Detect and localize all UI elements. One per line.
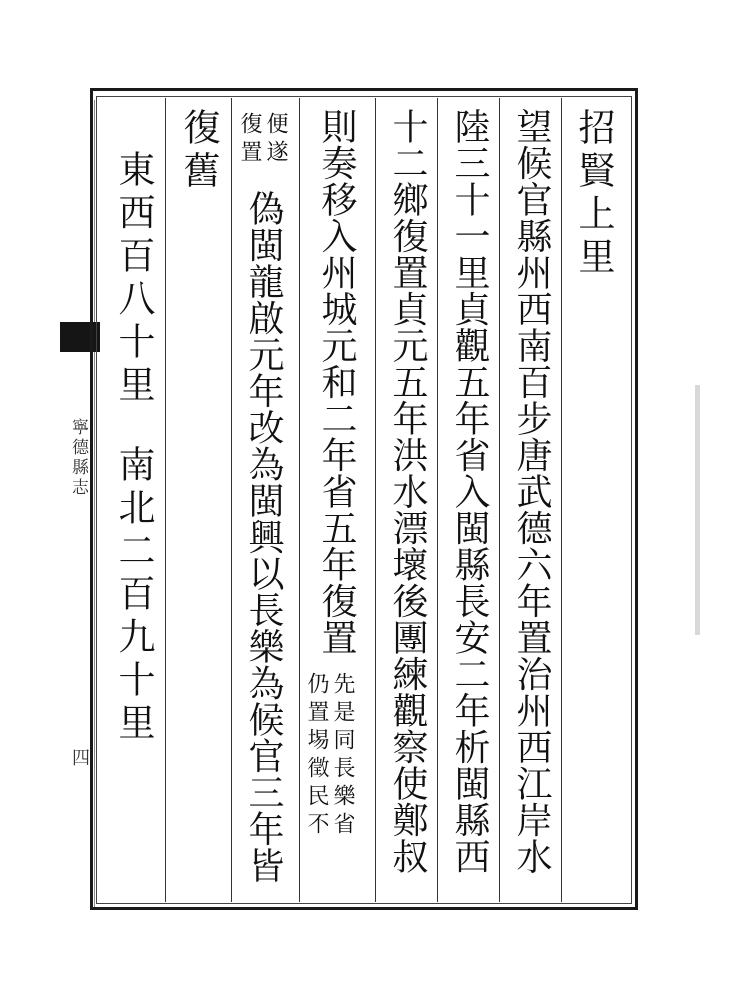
column-rule [499,98,500,902]
note-line-left: 復置 [237,112,262,168]
text-column-8-east-west: 東西百八十里 [112,150,155,408]
text-column-5-main: 則奏移入州城元和二年省五年復置 [316,108,357,656]
text-column-3: 陸三十一里貞觀五年省入閩縣長安二年析閩縣西 [449,108,490,875]
text-column-1: 招賢上里 [572,108,615,280]
column-rule [437,98,438,902]
column-rule [561,98,562,902]
column-rule [231,98,232,902]
right-edge-mark [695,385,700,635]
column-rule [165,98,166,902]
note-line-right: 便遂 [263,112,288,168]
text-column-6-main: 偽閩龍啟元年改為閩興以長樂為候官三年皆 [243,190,284,884]
text-column-2: 望候官縣州西南百步唐武德六年置治州西江岸水 [511,108,552,875]
interlinear-note-col6 [238,112,286,168]
note-line-right: 先是同長樂省 [330,672,355,840]
interlinear-note-col5 [305,672,353,840]
text-column-8-north-south: 南北二百九十里 [112,445,155,746]
column-rule [375,98,376,902]
column-rule [299,98,300,902]
margin-book-title: 寧德縣志 [68,418,88,498]
note-line-left: 仍置埸徵民不 [304,672,329,840]
text-column-7: 復舊 [177,108,220,194]
text-column-4: 十二鄉復置貞元五年洪水漂壞後團練觀察使鄭叔 [387,108,428,875]
margin-folio-number: 四 [69,748,90,766]
